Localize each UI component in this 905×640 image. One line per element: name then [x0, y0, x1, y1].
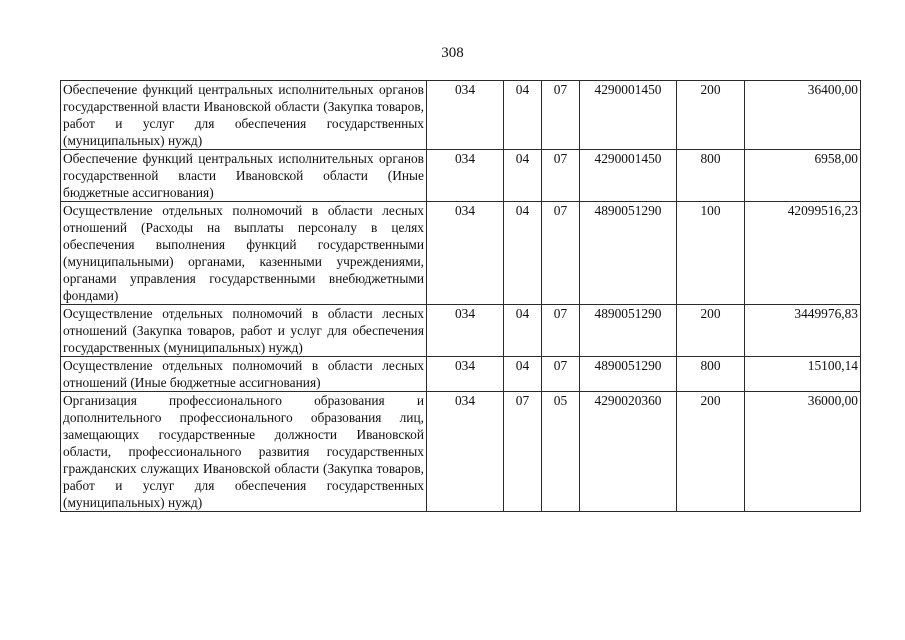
row-description: Организация профессионального образования и дополнительного профессионального образования лиц, замещающих государственные должности Ивановской области, профессионального развития государственных гражданских служащих Ивановской области (Закупка товаров, работ и услуг для обеспечения государственных (муниципальных) нужд) [61, 392, 427, 512]
amount: 42099516,23 [745, 202, 861, 305]
table-row [61, 357, 861, 392]
section-code: 04 [504, 202, 542, 305]
amount: 6958,00 [745, 150, 861, 202]
amount: 36000,00 [745, 392, 861, 512]
subsection-code: 07 [542, 357, 580, 392]
table-row [61, 202, 861, 305]
subsection-code: 07 [542, 150, 580, 202]
table-row [61, 150, 861, 202]
budget-table [60, 80, 861, 512]
target-article-code: 4290001450 [580, 150, 677, 202]
expense-kind-code: 200 [677, 392, 745, 512]
subsection-code: 07 [542, 202, 580, 305]
amount: 36400,00 [745, 81, 861, 150]
section-code: 04 [504, 150, 542, 202]
expense-kind-code: 200 [677, 81, 745, 150]
section-code: 04 [504, 81, 542, 150]
expense-kind-code: 800 [677, 150, 745, 202]
expense-kind-code: 200 [677, 305, 745, 357]
admin-code: 034 [427, 305, 504, 357]
expense-kind-code: 100 [677, 202, 745, 305]
target-article-code: 4890051290 [580, 202, 677, 305]
table-row [61, 392, 861, 512]
page-number: 308 [441, 45, 464, 61]
amount: 15100,14 [745, 357, 861, 392]
admin-code: 034 [427, 202, 504, 305]
table-row [61, 81, 861, 150]
admin-code: 034 [427, 81, 504, 150]
amount: 3449976,83 [745, 305, 861, 357]
target-article-code: 4890051290 [580, 357, 677, 392]
subsection-code: 05 [542, 392, 580, 512]
admin-code: 034 [427, 357, 504, 392]
row-description: Осуществление отдельных полномочий в области лесных отношений (Расходы на выплаты персоналу в целях обеспечения выполнения функций государственными (муниципальными) органами, казенными учреждениями, органами управления государственными внебюджетными фондами) [61, 202, 427, 305]
target-article-code: 4290020360 [580, 392, 677, 512]
target-article-code: 4290001450 [580, 81, 677, 150]
target-article-code: 4890051290 [580, 305, 677, 357]
row-description: Обеспечение функций центральных исполнительных органов государственной власти Ивановской области (Иные бюджетные ассигнования) [61, 150, 427, 202]
section-code: 04 [504, 357, 542, 392]
table-row [61, 305, 861, 357]
section-code: 07 [504, 392, 542, 512]
section-code: 04 [504, 305, 542, 357]
subsection-code: 07 [542, 81, 580, 150]
row-description: Обеспечение функций центральных исполнительных органов государственной власти Ивановской области (Закупка товаров, работ и услуг для обеспечения государственных (муниципальных) нужд) [61, 81, 427, 150]
admin-code: 034 [427, 150, 504, 202]
row-description: Осуществление отдельных полномочий в области лесных отношений (Иные бюджетные ассигнования) [61, 357, 427, 392]
row-description: Осуществление отдельных полномочий в области лесных отношений (Закупка товаров, работ и услуг для обеспечения государственных (муниципальных) нужд) [61, 305, 427, 357]
subsection-code: 07 [542, 305, 580, 357]
expense-kind-code: 800 [677, 357, 745, 392]
admin-code: 034 [427, 392, 504, 512]
